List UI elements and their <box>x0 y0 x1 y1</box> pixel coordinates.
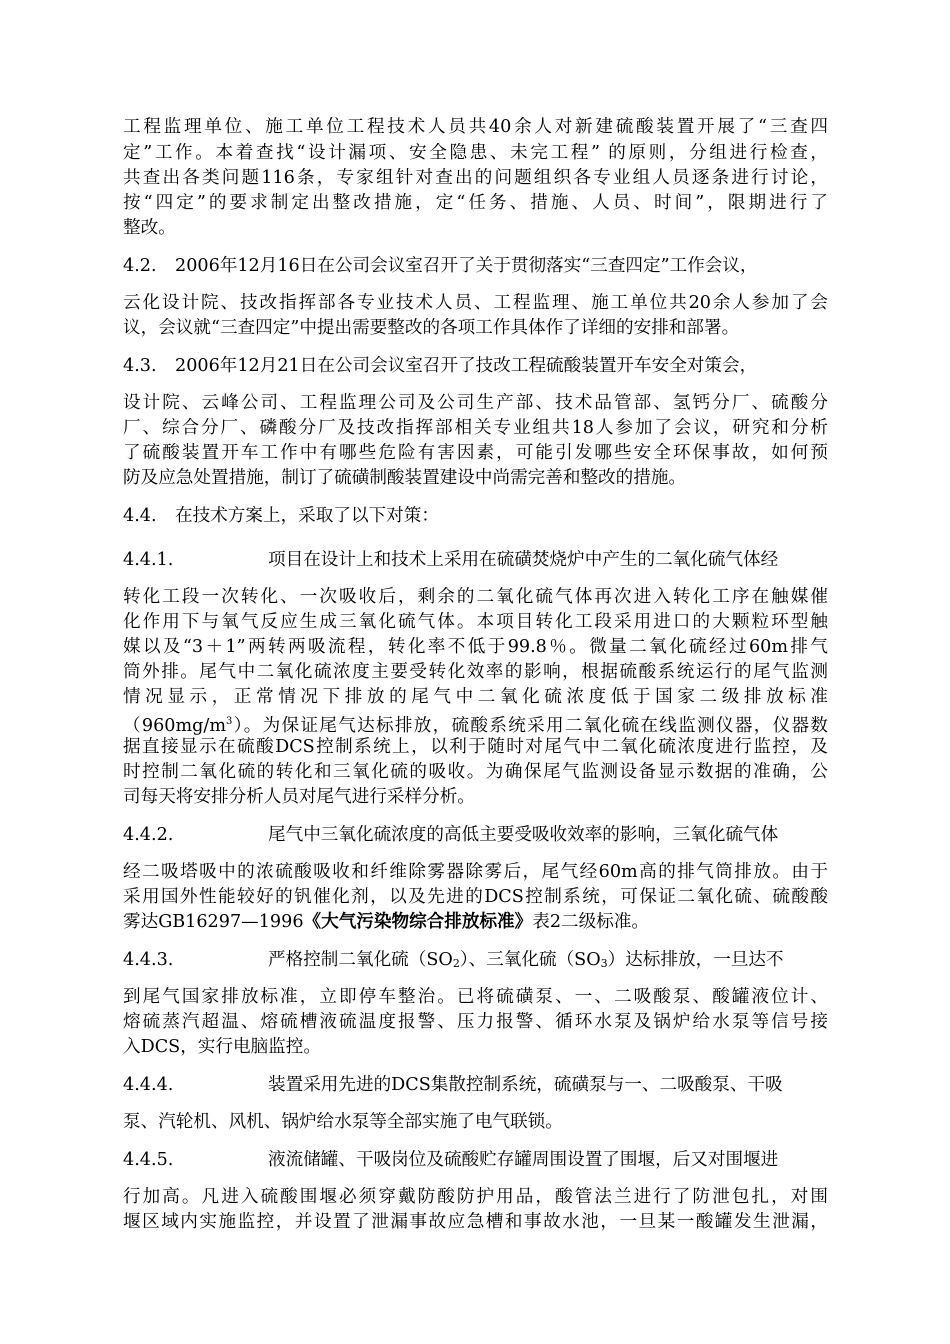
section-4-4-1-line-10: 司每天将安排分析人员对尾气进行采样分析。 <box>123 787 475 807</box>
section-text: ）、三氧化硫（SO <box>459 950 601 970</box>
section-number: 4.2. <box>123 256 157 276</box>
section-4-4-heading-line <box>123 504 828 528</box>
section-number: 4.4.2. <box>123 825 174 845</box>
section-4-3-line-2: 设计院、云峰公司、工程监理公司及公司生产部、技术品管部、氢钙分厂、硫酸分 <box>123 393 828 413</box>
section-4-4-3-heading-line <box>123 948 828 976</box>
section-4-4-5-line-3: 堰区域内实施监控，并设置了泄漏事故应急槽和事故水池，一旦某一酸罐发生泄漏， <box>123 1212 828 1232</box>
subscript: 3 <box>600 957 608 970</box>
standard-title: 《大气污染物综合排放标准》 <box>303 911 533 932</box>
section-text: 装置采用先进的DCS集散控制系统，硫磺泵与一、二吸酸泵、干吸 <box>268 1075 783 1095</box>
section-4-4-1-line-7 <box>123 710 828 738</box>
section-4-4-1-line-9: 时控制二氧化硫的转化和三氧化硫的吸收。为确保尾气监测设备显示数据的准确，公 <box>123 762 828 782</box>
section-4-4-3-line-3: 熔硫蒸汽超温、熔硫槽液硫温度报警、压力报警、循环水泵及锅炉给水泵等信号接 <box>123 1012 828 1032</box>
section-4-4-2-heading-line <box>123 823 828 847</box>
section-text: 严格控制二氧化硫（SO <box>268 950 453 970</box>
section-4-3-heading-line <box>123 354 828 378</box>
section-text: 在技术方案上，采取了以下对策： <box>175 506 439 526</box>
intro-line-5: 整改。 <box>123 218 176 238</box>
intro-line-1: 工程监理单位、施工单位工程技术人员共40余人对新建硫酸装置开展了“三查四 <box>123 117 828 137</box>
section-text: 2006年12月21日在公司会议室召开了技改工程硫酸装置开车安全对策会， <box>175 356 758 376</box>
section-text: 雾达GB16297—1996 <box>123 912 304 932</box>
section-number: 4.4.4. <box>123 1075 174 1095</box>
section-4-2-heading-line <box>123 254 828 278</box>
section-4-4-3-line-4: 入DCS，实行电脑监控。 <box>123 1037 321 1057</box>
section-number: 4.4. <box>123 506 157 526</box>
section-text: ）。为保证尾气达标排放，硫酸系统采用二氧化硫在线监测仪器，仪器数 <box>232 716 828 736</box>
emission-limit-text: （960mg/m <box>123 716 227 736</box>
section-text: 尾气中三氧化硫浓度的高低主要受吸收效率的影响，三氧化硫气体 <box>268 825 779 845</box>
section-4-3-line-4: 了硫酸装置开车工作中有哪些危险有害因素，可能引发哪些安全环保事故，如何预 <box>123 443 828 463</box>
section-4-4-1-line-3: 化作用下与氧气反应生成三氧化硫气体。本项目转化工段采用进口的大颗粒环型触 <box>123 612 828 632</box>
section-4-3-line-5: 防及应急处置措施，制订了硫磺制酸装置建设中尚需完善和整改的措施。 <box>123 468 687 488</box>
section-text: 2006年12月16日在公司会议室召开了关于贯彻落实“三查四定”工作会议， <box>175 256 758 276</box>
section-4-4-1-line-5: 筒外排。尾气中二氧化硫浓度主要受转化效率的影响，根据硫酸系统运行的尾气监测 <box>123 662 828 682</box>
section-4-4-5-heading-line <box>123 1148 828 1172</box>
intro-line-2: 定”工作。本着查找“设计漏项、安全隐患、未完工程” 的原则，分组进行检查， <box>123 143 828 163</box>
section-4-2-line-3: 议，会议就“三查四定”中提出需要整改的各项工作具体作了详细的安排和部署。 <box>123 318 740 338</box>
section-4-4-1-line-2: 转化工段一次转化、一次吸收后，剩余的二氧化硫气体再次进入转化工序在触媒催 <box>123 587 828 607</box>
subscript: 2 <box>452 957 460 970</box>
section-text: 液流储罐、干吸岗位及硫酸贮存罐周围设置了围堰，后又对围堰进 <box>268 1150 779 1170</box>
section-number: 4.4.3. <box>123 950 174 970</box>
section-4-4-1-line-6: 情况显示，正常情况下排放的尾气中二氧化硫浓度低于国家二级排放标准 <box>123 687 828 707</box>
section-4-4-1-line-8: 据直接显示在硫酸DCS控制系统上，以利于随时对尾气中二氧化硫浓度进行监控，及 <box>123 737 828 757</box>
section-number: 4.3. <box>123 356 157 376</box>
intro-line-3: 共查出各类问题116条，专家组针对查出的问题组织各专业组人员逐条进行讨论， <box>123 168 828 188</box>
section-4-4-5-line-2: 行加高。凡进入硫酸围堰必须穿戴防酸防护用品，酸管法兰进行了防泄包扎，对围 <box>123 1187 828 1207</box>
section-4-4-3-line-2: 到尾气国家排放标准，立即停车整治。已将硫磺泵、一、二吸酸泵、酸罐液位计、 <box>123 987 828 1007</box>
section-text: 项目在设计上和技术上采用在硫磺焚烧炉中产生的二氧化硫气体经 <box>268 550 779 570</box>
section-4-3-line-3: 厂、综合分厂、磷酸分厂及技改指挥部相关专业组共18人参加了会议，研究和分析 <box>123 418 828 438</box>
section-4-4-4-line-2: 泵、汽轮机、风机、锅炉给水泵等全部实施了电气联锁。 <box>123 1112 563 1132</box>
intro-line-4: 按“四定”的要求制定出整改措施，定“任务、措施、人员、时间”，限期进行了 <box>123 193 828 213</box>
section-4-4-1-line-4: 媒以及“3＋1”两转两吸流程，转化率不低于99.8％。微量二氧化硫经过60m排气 <box>123 637 828 657</box>
section-number: 4.4.1. <box>123 550 174 570</box>
section-4-4-2-line-2: 经二吸塔吸中的浓硫酸吸收和纤维除雾器除雾后，尾气经60m高的排气筒排放。由于 <box>123 862 828 882</box>
superscript: 3 <box>226 716 233 727</box>
section-4-4-2-line-4 <box>123 910 828 934</box>
section-text: ）达标排放，一旦达不 <box>607 950 784 970</box>
section-text: 表2二级标准。 <box>532 912 650 932</box>
section-4-2-line-2: 云化设计院、技改指挥部各专业技术人员、工程监理、施工单位共20余人参加了会 <box>123 293 828 313</box>
section-4-4-1-heading-line <box>123 548 828 572</box>
section-4-4-4-heading-line <box>123 1073 828 1097</box>
section-4-4-2-line-3: 采用国外性能较好的钒催化剂，以及先进的DCS控制系统，可保证二氧化硫、硫酸酸 <box>123 887 828 907</box>
section-number: 4.4.5. <box>123 1150 174 1170</box>
